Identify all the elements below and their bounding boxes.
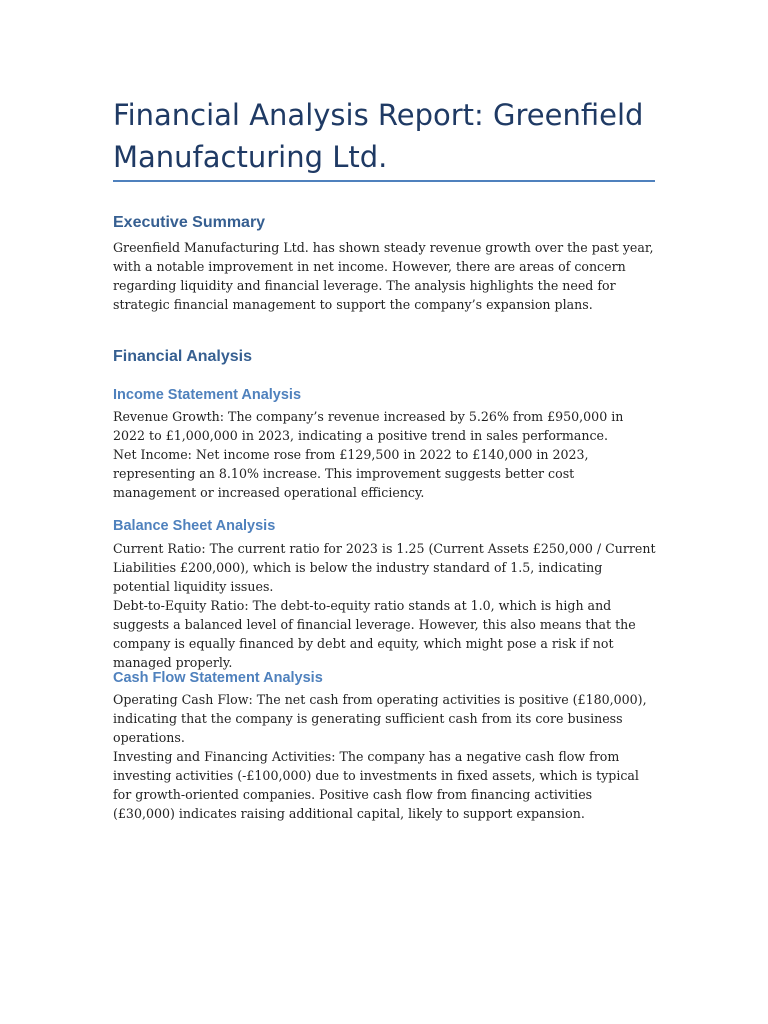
debt-to-equity-paragraph: Debt-to-Equity Ratio: The debt-to-equity ratio stands at 1.0, which is high and suggests a balanced level of financial leverage. However, this also means that the company is equally financed by debt and equity, which might pose a risk if not managed properly.: [113, 598, 636, 670]
document-title: Financial Analysis Report: Greenfield Manufacturing Ltd.: [113, 98, 644, 174]
executive-summary-heading: Executive Summary: [113, 214, 266, 231]
balance-sheet-heading: Balance Sheet Analysis: [113, 518, 276, 534]
current-ratio-paragraph: Current Ratio: The current ratio for 2023 is 1.25 (Current Assets £250,000 / Current Liabilities £200,000), which is below the industry standard of 1.5, indicating potential liquidity issues.: [113, 541, 656, 594]
executive-summary-paragraph: Greenfield Manufacturing Ltd. has shown steady revenue growth over the past year, with a notable improvement in net income. However, there are areas of concern regarding liquidity and financial leverage. The analysis highlights the need for strategic financial management to support the company’s expansion plans.: [113, 240, 654, 312]
executive-summary-text: [113, 238, 658, 314]
net-income-paragraph: Net Income: Net income rose from £129,500 in 2022 to £140,000 in 2023, representing an 8.10% increase. This improvement suggests better cost management or increased operational efficiency.: [113, 447, 589, 500]
cash-flow-text: [113, 690, 658, 823]
revenue-growth-paragraph: Revenue Growth: The company’s revenue increased by 5.26% from £950,000 in 2022 to £1,000,000 in 2023, indicating a positive trend in sales performance.: [113, 409, 624, 443]
cash-flow-heading: Cash Flow Statement Analysis: [113, 670, 323, 686]
title-divider: [113, 180, 655, 182]
balance-sheet-text: [113, 539, 658, 672]
income-statement-heading: Income Statement Analysis: [113, 387, 302, 403]
financial-analysis-heading: Financial Analysis: [113, 348, 253, 365]
investing-financing-paragraph: Investing and Financing Activities: The company has a negative cash flow from investing activities (-£100,000) due to investments in fixed assets, which is typical for growth-oriented companies. Positive cash flow from financing activities (£30,000) indicates raising additional capital, likely to support expansion.: [113, 749, 639, 821]
income-statement-text: [113, 407, 658, 502]
operating-cash-flow-paragraph: Operating Cash Flow: The net cash from operating activities is positive (£180,000), indicating that the company is generating sufficient cash from its core business operations.: [113, 692, 647, 745]
